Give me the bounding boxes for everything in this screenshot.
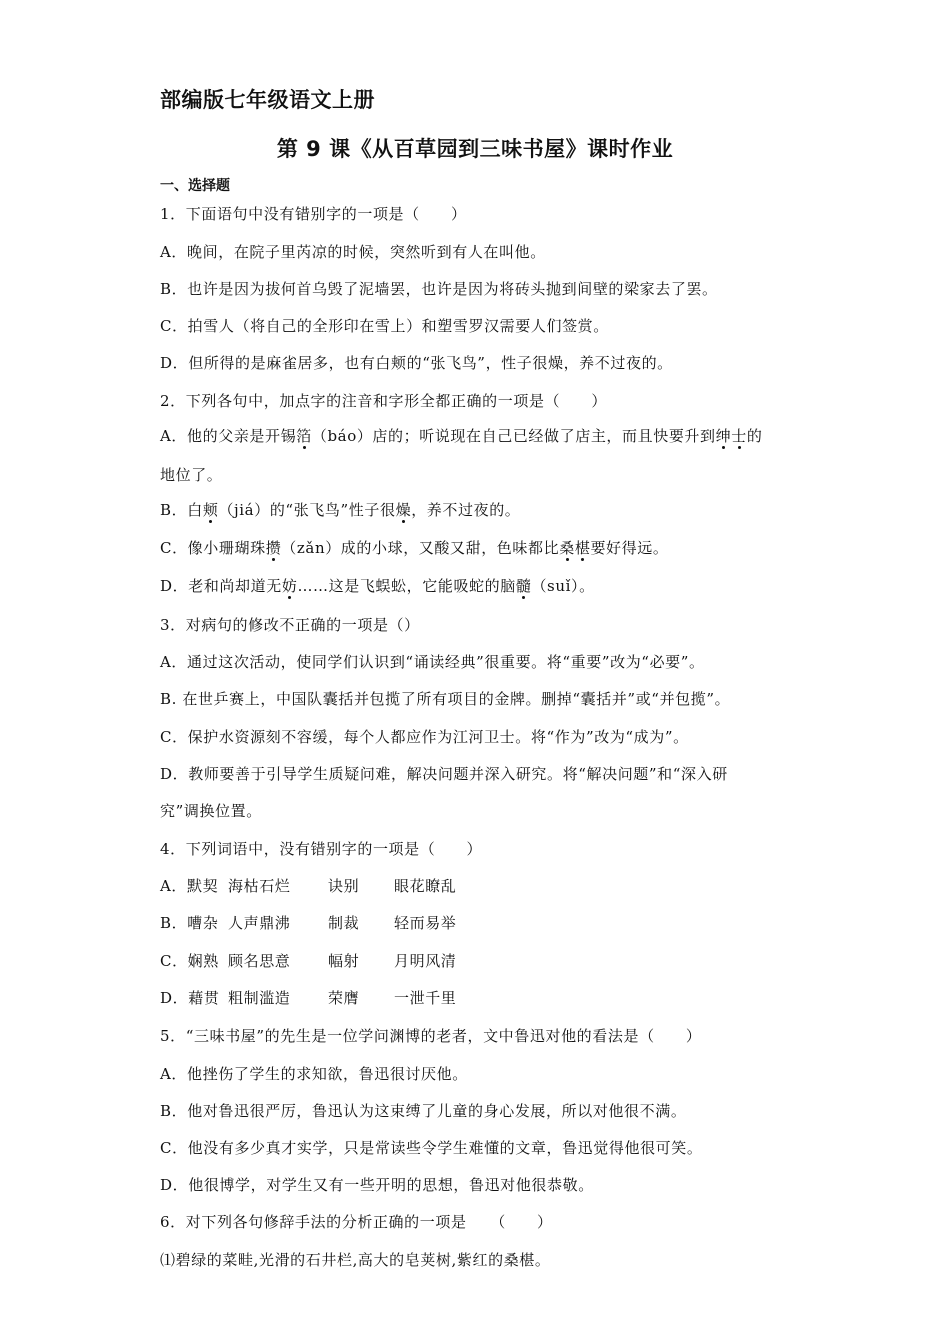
word: 月明风清 (394, 952, 457, 970)
text: 要好得远。 (590, 539, 669, 557)
dotted-char: 椹 (574, 539, 591, 557)
word: 海枯石烂 (228, 877, 291, 895)
text: （báo）店的；听说现在自己已经做了店主，而且快要升到 (311, 427, 716, 445)
q2-option-b (160, 500, 520, 520)
dotted-char: 桑 (559, 539, 575, 557)
word: 轻而易举 (394, 914, 457, 932)
word: 人声鼎沸 (228, 914, 291, 932)
text: C．像小珊瑚珠 (160, 539, 266, 557)
q3-option-c: C．保护水资源刻不容缓，每个人都应作为江河卫士。将“作为”改为“成为”。 (160, 728, 689, 746)
word: 荣膺 (328, 989, 360, 1007)
q4-option-d (160, 988, 456, 1008)
text: A．他的父亲是开锡 (160, 427, 297, 445)
q1-option-b: B．也许是因为拔何首乌毁了泥墙罢，也许是因为将砖头抛到间壁的梁家去了罢。 (160, 280, 718, 298)
q2-option-d (160, 576, 595, 596)
dotted-char: 绅 (715, 427, 732, 445)
q2-option-c (160, 538, 668, 558)
q3-option-d: D．教师要善于引导学生质疑问难，解决问题并深入研究。将“解决问题”和“深入研 (160, 765, 728, 783)
q6-sentence-1: ⑴碧绿的菜畦,光滑的石井栏,高大的皂荚树,紫红的桑椹。 (160, 1251, 551, 1269)
q6-stem: 6．对下列各句修辞手法的分析正确的一项是 （ ） (160, 1213, 553, 1231)
q3-option-d-cont: 究”调换位置。 (160, 802, 262, 820)
dotted-char: 士 (731, 427, 747, 445)
word: 一泄千里 (394, 989, 457, 1007)
q4-stem: 4．下列词语中，没有错别字的一项是（ ） (160, 840, 483, 858)
dotted-char: 妨 (281, 577, 298, 595)
q3-stem: 3．对病句的修改不正确的一项是（） (160, 616, 420, 634)
text: （zǎn）成的小球，又酸又甜，色味都比 (281, 539, 560, 557)
text: D．老和尚却道无 (160, 577, 282, 595)
q4-option-c (160, 951, 456, 971)
q1-stem: 1．下面语句中没有错别字的一项是（ ） (160, 205, 467, 223)
text: （suǐ）。 (531, 577, 595, 595)
dotted-char: 颊 (202, 501, 219, 519)
q3-option-a: A．通过这次活动，使同学们认识到“诵读经典”很重要。将“重要”改为“必要”。 (160, 653, 705, 671)
section-heading: 一、选择题 (160, 178, 230, 194)
q2-stem: 2．下列各句中，加点字的注音和字形全都正确的一项是（ ） (160, 392, 607, 410)
word: C．娴熟 (160, 952, 219, 970)
q4-option-b (160, 913, 456, 933)
word: 幅射 (328, 952, 360, 970)
text: 的 (746, 427, 763, 445)
q1-option-a: A．晚间，在院子里芮凉的时候，突然听到有人在叫他。 (160, 243, 546, 261)
text: ，养不过夜的。 (411, 501, 521, 519)
q2-option-a (160, 426, 762, 446)
text: B．白 (160, 501, 203, 519)
q5-option-a: A．他挫伤了学生的求知欲，鲁迅很讨厌他。 (160, 1065, 468, 1083)
word: 诀别 (328, 877, 360, 895)
dotted-char: 箔 (296, 427, 312, 445)
q4-option-a (160, 876, 456, 896)
q1-option-d: D．但所得的是麻雀居多，也有白颊的“张飞鸟”，性子很燥，养不过夜的。 (160, 354, 673, 372)
q3-option-b: B. 在世乒赛上，中国队囊括并包揽了所有项目的金牌。删掉“囊括并”或“并包揽”。 (160, 690, 731, 708)
text: （jiá）的“张飞鸟”性子很 (218, 501, 396, 519)
q5-option-b: B．他对鲁迅很严厉，鲁迅认为这束缚了儿童的身心发展，所以对他很不满。 (160, 1102, 687, 1120)
q5-stem: 5．“三味书屋”的先生是一位学问渊博的老者，文中鲁迅对他的看法是（ ） (160, 1027, 702, 1045)
word: 顾名思意 (228, 952, 291, 970)
word: B．嘈杂 (160, 914, 219, 932)
q2-option-a-cont: 地位了。 (160, 466, 223, 484)
word: 粗制滥造 (228, 989, 291, 1007)
dotted-char: 髓 (515, 577, 532, 595)
dotted-char: 攒 (265, 539, 282, 557)
word: 制裁 (328, 914, 360, 932)
lesson-title: 第 9 课《从百草园到三味书屋》课时作业 (276, 137, 674, 161)
dotted-char: 燥 (395, 501, 412, 519)
q5-option-c: C．他没有多少真才实学，只是常读些令学生难懂的文章，鲁迅觉得他很可笑。 (160, 1139, 703, 1157)
q1-option-c: C．拍雪人（将自己的全形印在雪上）和塑雪罗汉需要人们签赏。 (160, 317, 609, 335)
book-title: 部编版七年级语文上册 (160, 88, 375, 112)
text: ……这是飞蜈蚣，它能吸蛇的脑 (297, 577, 516, 595)
word: A．默契 (160, 877, 219, 895)
q5-option-d: D．他很博学，对学生又有一些开明的思想，鲁迅对他很恭敬。 (160, 1176, 594, 1194)
word: 眼花瞭乱 (394, 877, 457, 895)
word: D．藉贯 (160, 989, 220, 1007)
